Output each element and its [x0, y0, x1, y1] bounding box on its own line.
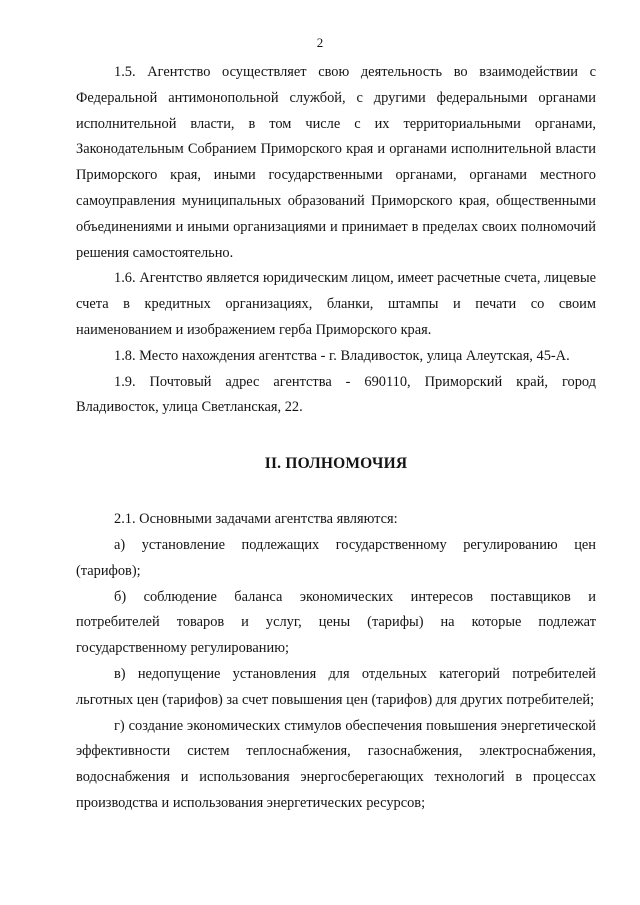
page-number: 2: [316, 35, 324, 50]
paragraph-2-1: 2.1. Основными задачами агентства являются:: [114, 511, 398, 528]
list-item-a: а) установление подлежащих государственному регулированию цен (тарифов);: [76, 536, 596, 579]
list-item-g: г) создание экономических стимулов обеспечения повышения энергетической эффективности систем теплоснабжения, газоснабжения, электроснабжения, водоснабжения и использования энергосберегающих технологий в процессах производства и использования энергетических ресурсов;: [76, 717, 596, 811]
paragraph-1-6: 1.6. Агентство является юридическим лицом, имеет расчетные счета, лицевые счета в кредитных организациях, бланки, штампы и печати со своим наименованием и изображением герба Приморского края.: [76, 270, 596, 338]
section-title: II. ПОЛНОМОЧИЯ: [264, 455, 408, 473]
paragraph-1-9: 1.9. Почтовый адрес агентства - 690110, Приморский край, город Владивосток, улица Светланская, 22.: [76, 373, 596, 416]
document-body: [76, 60, 596, 817]
list-item-b: б) соблюдение баланса экономических интересов поставщиков и потребителей товаров и услуг, цены (тарифы) на которые подлежат государственному регулированию;: [76, 588, 596, 657]
list-item-v: в) недопущение установления для отдельных категорий потребителей льготных цен (тарифов) за счет повышения цен (тарифов) для других потребителей;: [76, 665, 596, 708]
paragraph-1-8: 1.8. Место нахождения агентства - г. Владивосток, улица Алеутская, 45-А.: [114, 347, 570, 364]
paragraph-1-5: 1.5. Агентство осуществляет свою деятельность во взаимодействии с Федеральной антимонопольной службой, с другими федеральными органами исполнительной власти, в том числе с их территориальными органами, Законодательным Собранием Приморского края и органами исполнительной власти Приморского края, иными государственными органами, органами местного самоуправления муниципальных образований Приморского края, общественными объединениями и иными организациями и принимает в пределах своих полномочий решения самостоятельно.: [76, 64, 596, 261]
